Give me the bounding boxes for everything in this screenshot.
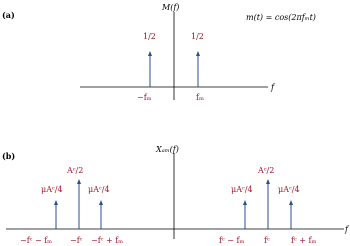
spike-a-neg-arrowhead (148, 51, 152, 56)
spike-b-pos-carrier-amplitude: Aᶜ/2 (258, 166, 275, 175)
spike-b-neg-upper-arrowhead (99, 200, 103, 205)
spike-b-neg-lower-amplitude: μAᶜ/4 (41, 185, 63, 194)
spike-b-neg-carrier-amplitude: Aᶜ/2 (67, 166, 84, 175)
spike-b-pos-carrier (257, 166, 274, 245)
spike-b-neg-carrier (66, 166, 83, 245)
panel-a-axis-var: f (271, 83, 274, 92)
panel-a-equation: m(t) = cos(2πfₘt) (246, 13, 316, 22)
spike-a-pos-arrowhead (196, 51, 200, 56)
spike-b-neg-upper (88, 185, 123, 245)
spike-b-pos-lower-amplitude: μAᶜ/4 (231, 185, 253, 194)
spike-a-neg (137, 32, 156, 102)
spike-b-pos-lower (219, 185, 253, 245)
spike-b-pos-upper (278, 185, 316, 245)
spike-b-pos-upper-arrowhead (289, 200, 293, 205)
spike-b-pos-upper-amplitude: μAᶜ/4 (278, 185, 300, 194)
spike-a-pos (191, 32, 204, 102)
spike-b-neg-carrier-tick: −fᶜ (70, 236, 83, 245)
spike-b-pos-carrier-tick: fᶜ (264, 236, 270, 245)
spike-b-neg-carrier-arrowhead (77, 179, 81, 184)
spike-a-pos-tick: fₘ (196, 93, 204, 102)
spike-b-pos-lower-tick: fᶜ − fₘ (219, 236, 245, 245)
panel-b-axis-title: Xₐₘ(f) (156, 145, 179, 154)
spike-b-neg-lower-tick: −fᶜ − fₘ (20, 236, 53, 245)
spike-b-neg-lower (20, 185, 63, 245)
spike-b-pos-carrier-arrowhead (266, 179, 270, 184)
spike-b-pos-lower-arrowhead (243, 200, 247, 205)
panel-a-label: (a) (2, 10, 15, 20)
spike-b-neg-upper-amplitude: μAᶜ/4 (88, 185, 110, 194)
panel-b-axis-var: f (345, 225, 348, 234)
spike-a-neg-amplitude: 1/2 (143, 32, 156, 41)
panel-a (2, 3, 316, 102)
spike-b-pos-upper-tick: fᶜ + fₘ (291, 236, 317, 245)
panel-b-label: (b) (2, 151, 16, 161)
panel-b (2, 145, 350, 245)
panel-a-axis-title: M(f) (162, 3, 180, 12)
spike-a-neg-tick: −fₘ (137, 93, 152, 102)
spike-a-pos-amplitude: 1/2 (191, 32, 204, 41)
spike-b-neg-upper-tick: −fᶜ + fₘ (91, 236, 124, 245)
spike-b-neg-lower-arrowhead (54, 200, 58, 205)
